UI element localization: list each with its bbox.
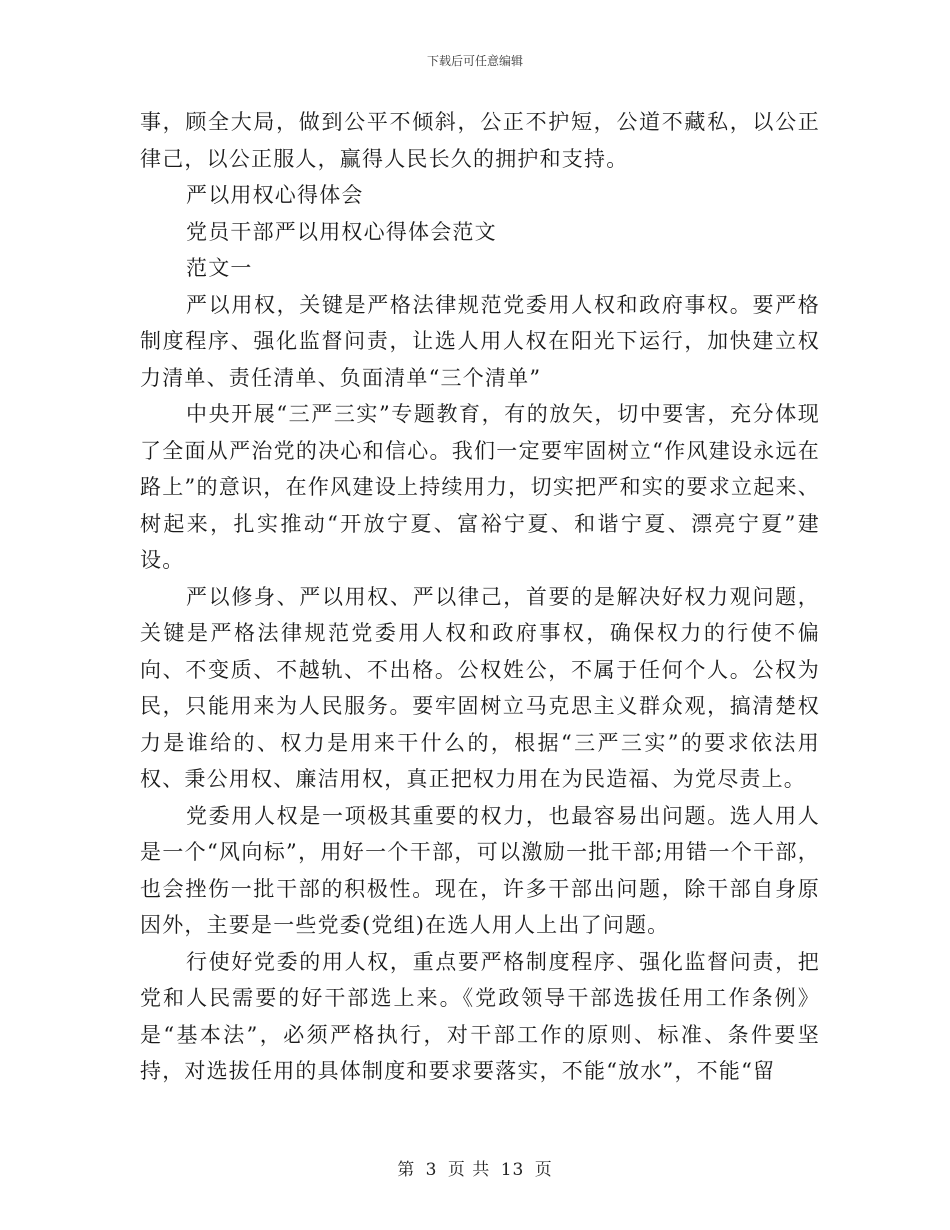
page-header-note: 下载后可任意编辑 xyxy=(426,54,523,68)
page-footer xyxy=(0,1155,950,1180)
page-number-middle: 页 共 xyxy=(447,1160,491,1180)
page-number-prefix: 第 xyxy=(397,1160,416,1180)
sample-label: 范文一 xyxy=(186,256,253,280)
paragraph: 党委用人权是一项极其重要的权力，也最容易出问题。选人用人是一个“风向标”，用好一个干部，可以激励一批干部;用错一个干部，也会挫伤一批干部的积极性。现在，许多干部出问题，除干部自身原因外，主要是一些党委(党组)在选人用人上出了问题。 xyxy=(140,803,820,937)
paragraph: 严以用权，关键是严格法律规范党委用人权和政府事权。要严格制度程序、强化监督问责，让选人用人权在阳光下运行，加快建立权力清单、责任清单、负面清单“三个清单” xyxy=(140,292,820,390)
paragraph: 中央开展“三严三实”专题教育，有的放矢，切中要害，充分体现了全面从严治党的决心和信心。我们一定要牢固树立“作风建设永远在路上”的意识，在作风建设上持续用力，切实把严和实的要求立起来、树起来，扎实推动“开放宁夏、富裕宁夏、和谐宁夏、漂亮宁夏”建设。 xyxy=(140,402,820,572)
paragraph-continuation: 事，顾全大局，做到公平不倾斜，公正不护短，公道不藏私，以公正律己，以公正服人，赢得人民长久的拥护和支持。 xyxy=(140,110,820,171)
article-title: 党员干部严以用权心得体会范文 xyxy=(186,219,497,244)
paragraph: 行使好党委的用人权，重点要严格制度程序、强化监督问责，把党和人民需要的好干部选上来。《党政领导干部选拔任用工作条例》是“基本法”，必须严格执行，对干部工作的原则、标准、条件要坚持，对选拔任用的具体制度和要求要落实，不能“放水”，不能“留 xyxy=(140,949,820,1083)
paragraph: 严以修身、严以用权、严以律己，首要的是解决好权力观问题，关键是严格法律规范党委用人权和政府事权，确保权力的行使不偏向、不变质、不越轨、不出格。公权姓公，不属于任何个人。公权为民，只能用来为人民服务。要牢固树立马克思主义群众观，搞清楚权力是谁给的、权力是用来干什么的，根据“三严三实”的要求依法用权、秉公用权、廉洁用权，真正把权力用在为民造福、为党尽责上。 xyxy=(140,584,820,791)
page-number-suffix: 页 xyxy=(534,1160,553,1180)
total-page-count: 13 xyxy=(500,1160,525,1180)
document-body xyxy=(140,104,820,1090)
section-title: 严以用权心得体会 xyxy=(186,183,364,207)
current-page-number: 3 xyxy=(425,1160,438,1180)
